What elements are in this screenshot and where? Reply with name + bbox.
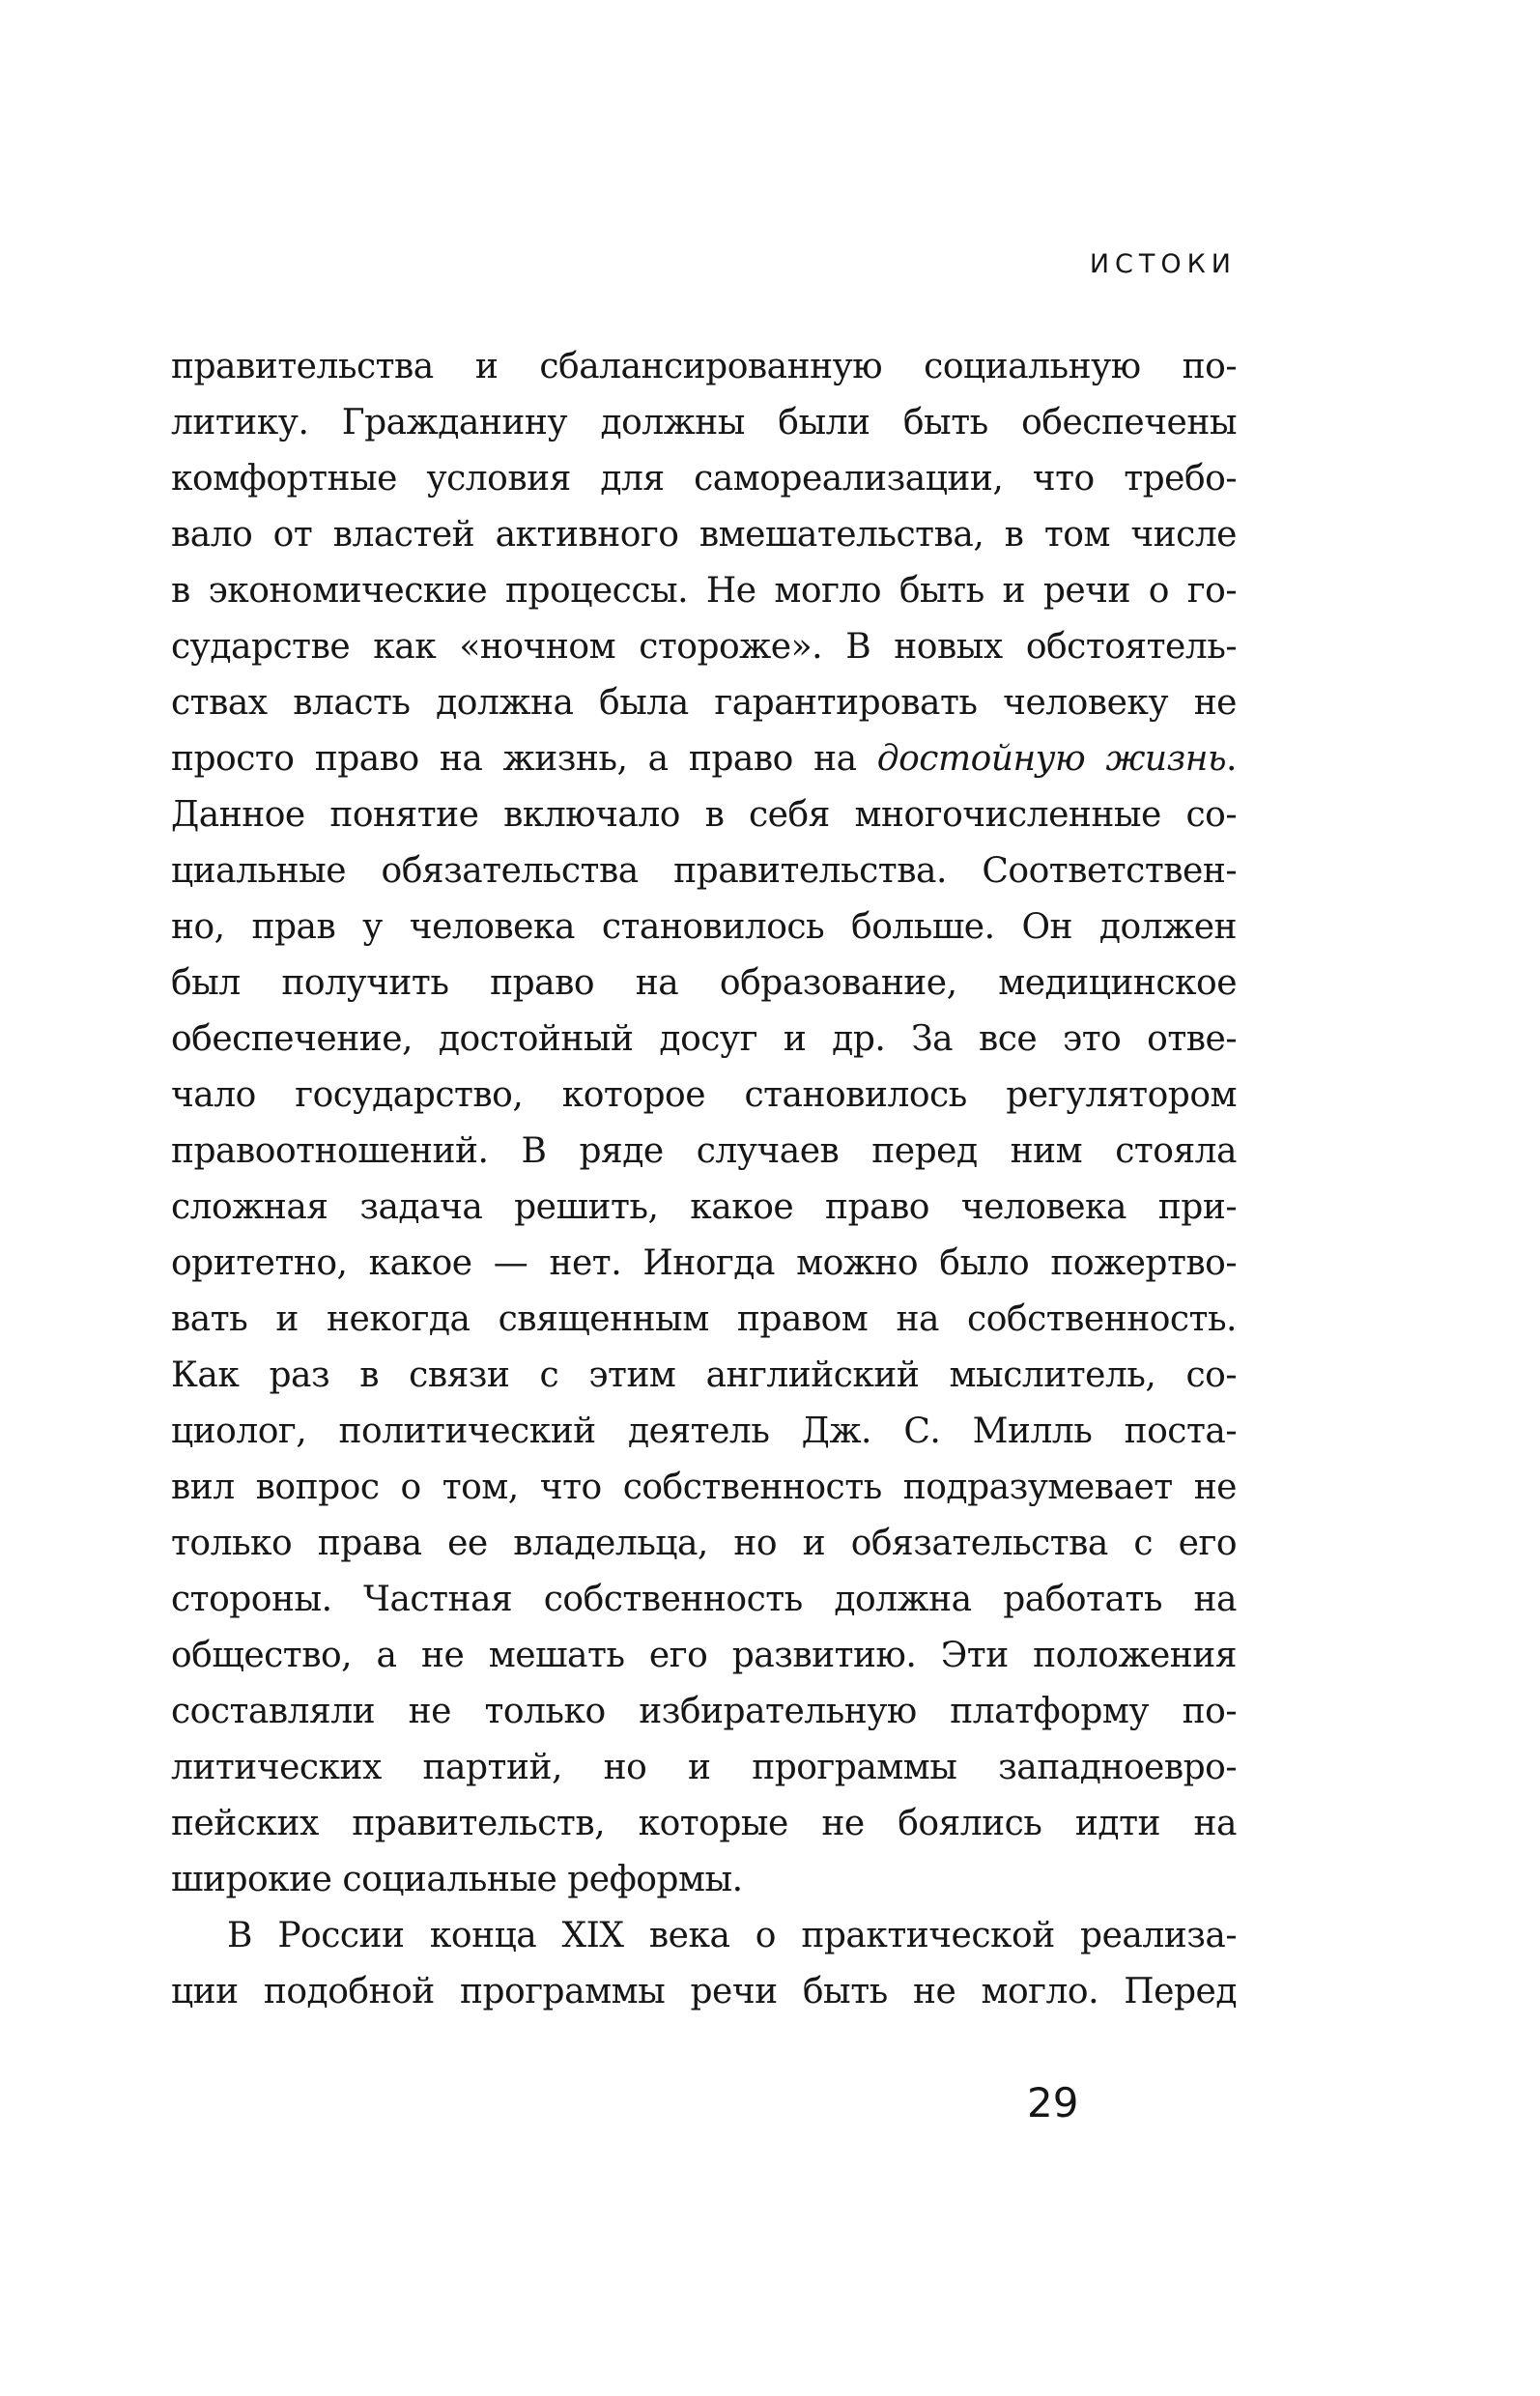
text-line (171, 1292, 1237, 1348)
text-line (171, 1628, 1237, 1684)
text-line (171, 1964, 1237, 2020)
text-segment: комфортные условия для самореализации, что требо- (171, 459, 1237, 499)
body-text (171, 339, 1237, 2020)
text-segment: вало от властей активного вмешательства, в том числе (171, 515, 1237, 555)
text-segment: ции подобной программы речи быть не могло. Перед (171, 1972, 1237, 2011)
text-line (171, 507, 1237, 563)
text-line (171, 1236, 1237, 1292)
text-segment: но, прав у человека становилось больше. Он должен (171, 907, 1237, 947)
text-segment: общество, а не мешать его развитию. Эти положения (171, 1636, 1237, 1675)
text-segment: литических партий, но и программы западноевро- (171, 1748, 1237, 1787)
text-line (171, 1516, 1237, 1572)
text-segment: вил вопрос о том, что собственность подразумевает не (171, 1468, 1237, 1507)
text-line (171, 1460, 1237, 1516)
text-line (171, 1684, 1237, 1740)
text-segment: правительства и сбалансированную социальную по- (171, 347, 1237, 386)
text-segment: стороны. Частная собственность должна работать на (171, 1580, 1237, 1619)
text-line (171, 339, 1237, 395)
text-line (171, 1012, 1237, 1068)
text-line (171, 787, 1237, 843)
text-segment: обеспечение, достойный досуг и др. За все это отве- (171, 1019, 1237, 1059)
text-segment: В России конца XIX века о практической реализа- (227, 1916, 1237, 1955)
text-segment: вать и некогда священным правом на собственность. (171, 1299, 1237, 1339)
text-segment: ствах власть должна была гарантировать человеку не (171, 683, 1237, 723)
text-segment: просто право на жизнь, а право на (171, 739, 877, 779)
text-line (171, 731, 1237, 787)
text-segment: был получить право на образование, медицинское (171, 963, 1237, 1003)
text-line (171, 395, 1237, 451)
text-line (171, 1852, 1237, 1908)
text-line (171, 1124, 1237, 1180)
text-line (171, 619, 1237, 675)
text-segment: сложная задача решить, какое право человека при- (171, 1187, 1237, 1227)
text-segment: правоотношений. В ряде случаев перед ним стояла (171, 1131, 1237, 1171)
text-segment: широкие социальные реформы. (171, 1860, 743, 1899)
emphasis-text: достойную жизнь (876, 739, 1227, 779)
text-line (171, 956, 1237, 1012)
text-segment: . (1226, 739, 1237, 779)
text-segment: пейских правительств, которые не боялись идти на (171, 1804, 1237, 1843)
text-line (171, 451, 1237, 507)
text-line (171, 843, 1237, 899)
text-segment: только права ее владельца, но и обязательства с его (171, 1524, 1237, 1563)
running-header: ИСТОКИ (1089, 249, 1237, 279)
text-line (171, 1908, 1237, 1964)
text-line (171, 1572, 1237, 1628)
text-segment: Данное понятие включало в себя многочисленные со- (171, 795, 1237, 835)
text-line (171, 1404, 1237, 1460)
text-segment: сударстве как «ночном стороже». В новых обстоятель- (171, 627, 1237, 667)
text-segment: циальные обязательства правительства. Соответствен- (171, 851, 1237, 891)
text-line (171, 563, 1237, 619)
text-line (171, 675, 1237, 731)
text-segment: Как раз в связи с этим английский мыслитель, со- (171, 1355, 1237, 1395)
text-line (171, 1348, 1237, 1404)
page-number: 29 (1027, 2079, 1079, 2126)
text-segment: в экономические процессы. Не могло быть и речи о го- (171, 571, 1237, 611)
text-line (171, 899, 1237, 956)
text-line (171, 1740, 1237, 1796)
text-line (171, 1180, 1237, 1236)
text-line (171, 1796, 1237, 1852)
text-line (171, 1068, 1237, 1124)
text-segment: оритетно, какое — нет. Иногда можно было пожертво- (171, 1243, 1237, 1283)
text-segment: циолог, политический деятель Дж. С. Милль поста- (171, 1412, 1237, 1451)
text-segment: составляли не только избирательную платформу по- (171, 1692, 1237, 1731)
text-segment: чало государство, которое становилось регулятором (171, 1075, 1237, 1115)
text-segment: литику. Гражданину должны были быть обеспечены (171, 403, 1237, 442)
